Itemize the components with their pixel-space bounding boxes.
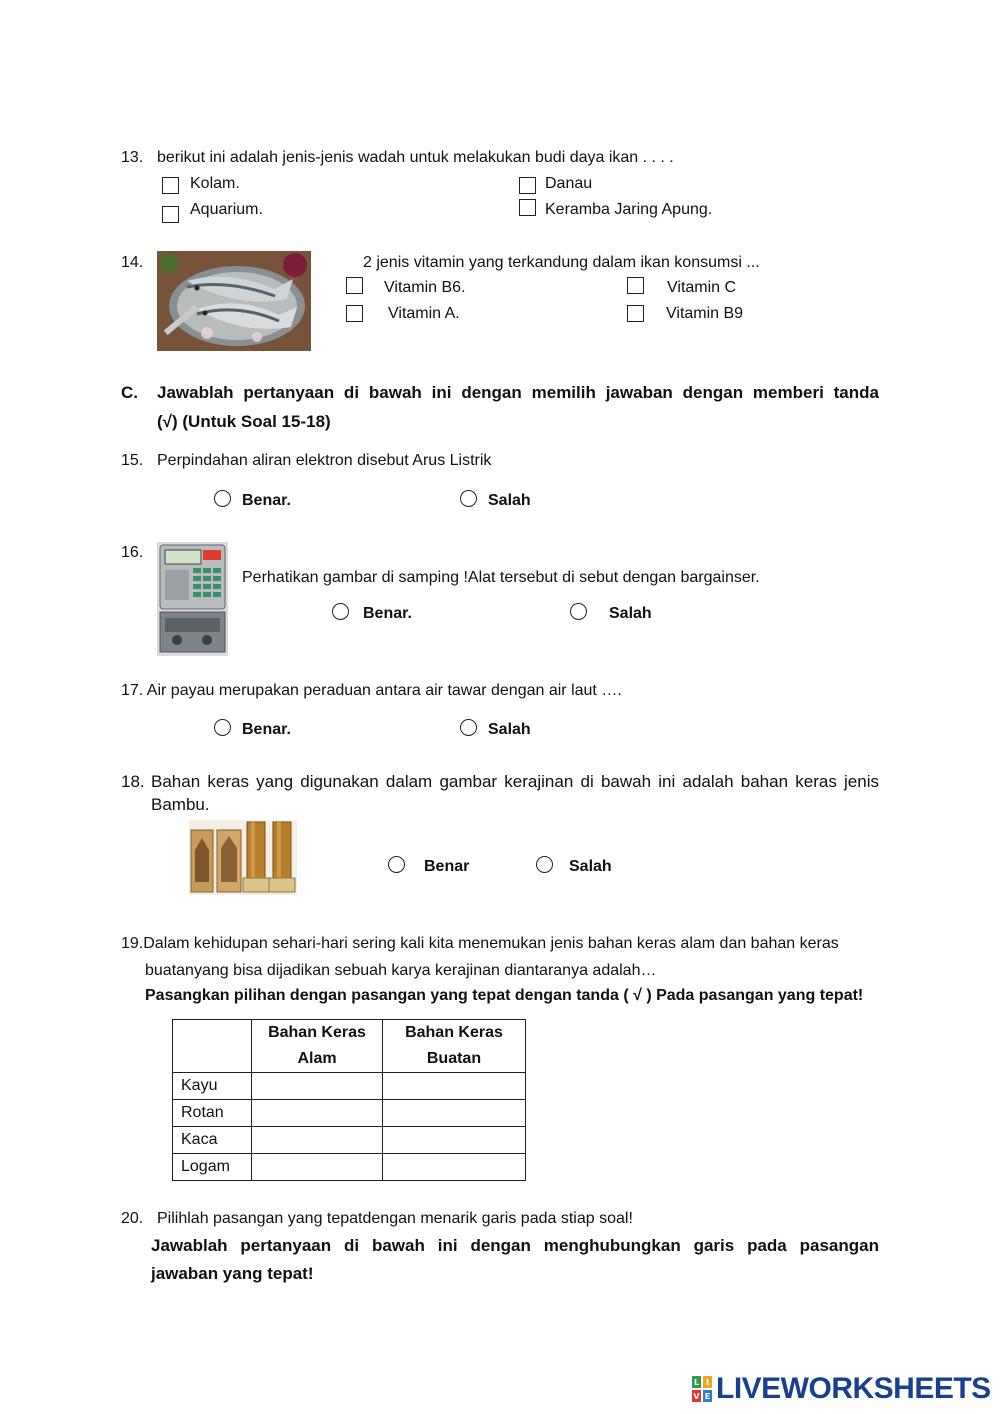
q15-radio-false[interactable] xyxy=(460,490,477,507)
q19-question-line1: 19.Dalam kehidupan sehari-hari sering kali kita menemukan jenis bahan keras alam dan bahan keras xyxy=(121,935,839,952)
q13-checkbox-2[interactable] xyxy=(519,177,536,194)
q20-instruction-line1: Jawablah pertanyaan di bawah ini dengan menghubungkan garis pada pasangan xyxy=(151,1236,879,1255)
header-alam-line2: Alam xyxy=(297,1050,337,1067)
logam-buatan-cell[interactable] xyxy=(383,1154,526,1181)
q14-option-4: Vitamin B9 xyxy=(666,305,744,322)
logo-letter-v: V xyxy=(693,1392,700,1401)
table-row xyxy=(173,1127,526,1154)
row-label-kaca: Kaca xyxy=(173,1127,252,1154)
q13-question: berikut ini adalah jenis-jenis wadah untuk melakukan budi daya ikan . . . . xyxy=(157,149,674,166)
q17-question: 17. Air payau merupakan peraduan antara air tawar dengan air laut …. xyxy=(121,682,622,699)
logam-alam-cell[interactable] xyxy=(252,1154,383,1181)
table-corner-cell xyxy=(173,1020,252,1073)
row-label-rotan: Rotan xyxy=(173,1100,252,1127)
table-row xyxy=(173,1073,526,1100)
q13-option-4: Keramba Jaring Apung. xyxy=(545,201,713,218)
q14-option-3: Vitamin A. xyxy=(388,305,460,322)
q19-instruction: Pasangkan pilihan dengan pasangan yang tepat dengan tanda ( √ ) Pada pasangan yang tepat! xyxy=(145,987,864,1004)
kayu-alam-cell[interactable] xyxy=(252,1073,383,1100)
fish-image xyxy=(157,251,311,351)
logo-letter-i: I xyxy=(706,1378,709,1387)
section-c-instruction-line2: (√) (Untuk Soal 15-18) xyxy=(157,412,331,431)
q14-checkbox-1[interactable] xyxy=(346,277,363,294)
q13-checkbox-4[interactable] xyxy=(519,199,536,216)
header-bahan-keras-buatan xyxy=(383,1020,526,1073)
q14-question: 2 jenis vitamin yang terkandung dalam ikan konsumsi ... xyxy=(363,254,760,271)
q18-false-label: Salah xyxy=(569,858,612,875)
q16-question: Perhatikan gambar di samping !Alat tersebut di sebut dengan bargainser. xyxy=(242,569,760,586)
q17-radio-true[interactable] xyxy=(214,719,231,736)
table-row xyxy=(173,1154,526,1181)
q20-number: 20. xyxy=(121,1210,144,1227)
q17-true-label: Benar. xyxy=(242,721,291,738)
row-label-kayu: Kayu xyxy=(173,1073,252,1100)
q16-number: 16. xyxy=(121,544,144,561)
q13-checkbox-3[interactable] xyxy=(162,206,179,223)
q15-true-label: Benar. xyxy=(242,492,291,509)
q18-radio-true[interactable] xyxy=(388,856,405,873)
rotan-buatan-cell[interactable] xyxy=(383,1100,526,1127)
section-c-instruction-line1: Jawablah pertanyaan di bawah ini dengan memilih jawaban dengan memberi tanda xyxy=(157,383,879,402)
q18-true-label: Benar xyxy=(424,858,470,875)
kayu-buatan-cell[interactable] xyxy=(383,1073,526,1100)
header-bahan-keras-alam xyxy=(252,1020,383,1073)
rotan-alam-cell[interactable] xyxy=(252,1100,383,1127)
brand-name[interactable]: LIVEWORKSHEETS xyxy=(716,1372,991,1405)
q15-number: 15. xyxy=(121,452,144,469)
q14-option-1: Vitamin B6. xyxy=(384,279,466,296)
q13-option-1: Kolam. xyxy=(190,175,240,192)
q18-question-line1: Bahan keras yang digunakan dalam gambar kerajinan di bawah ini adalah bahan keras jenis xyxy=(151,772,879,791)
q17-false-label: Salah xyxy=(488,721,531,738)
q15-radio-true[interactable] xyxy=(214,490,231,507)
q17-radio-false[interactable] xyxy=(460,719,477,736)
q13-checkbox-1[interactable] xyxy=(162,177,179,194)
q14-checkbox-2[interactable] xyxy=(627,277,644,294)
q15-question: Perpindahan aliran elektron disebut Arus Listrik xyxy=(157,452,492,469)
logo-letter-e: E xyxy=(704,1392,711,1401)
q14-checkbox-3[interactable] xyxy=(346,305,363,322)
q16-false-label: Salah xyxy=(609,605,652,622)
liveworksheets-logo-icon xyxy=(692,1376,712,1402)
q19-question-line2: buatanyang bisa dijadikan sebuah karya kerajinan diantaranya adalah… xyxy=(145,962,657,979)
q16-true-label: Benar. xyxy=(363,605,412,622)
bamboo-craft-image xyxy=(189,820,297,895)
kaca-alam-cell[interactable] xyxy=(252,1127,383,1154)
logo-letter-l: L xyxy=(693,1378,700,1387)
electric-meter-image xyxy=(157,542,228,656)
row-label-logam: Logam xyxy=(173,1154,252,1181)
q13-option-2: Danau xyxy=(545,175,593,192)
kaca-buatan-cell[interactable] xyxy=(383,1127,526,1154)
q15-false-label: Salah xyxy=(488,492,531,509)
q20-instruction-line2: jawaban yang tepat! xyxy=(151,1264,314,1283)
q16-radio-true[interactable] xyxy=(332,603,349,620)
q20-question: Pilihlah pasangan yang tepatdengan menarik garis pada stiap soal! xyxy=(157,1210,633,1227)
section-c-letter: C. xyxy=(121,383,138,402)
header-alam-line1: Bahan Keras xyxy=(268,1024,366,1041)
q18-number: 18. xyxy=(121,772,145,791)
q14-number: 14. xyxy=(121,254,144,271)
pairing-table xyxy=(172,1019,526,1181)
header-buatan-line2: Buatan xyxy=(426,1050,482,1067)
q18-radio-false[interactable] xyxy=(536,856,553,873)
q13-number: 13. xyxy=(121,149,144,166)
q14-option-2: Vitamin C xyxy=(667,279,737,296)
q13-option-3: Aquarium. xyxy=(190,201,263,218)
header-buatan-line1: Bahan Keras xyxy=(405,1024,503,1041)
table-header-row xyxy=(173,1020,526,1073)
q16-radio-false[interactable] xyxy=(570,603,587,620)
q18-question-line2: Bambu. xyxy=(151,795,210,814)
table-row xyxy=(173,1100,526,1127)
q14-checkbox-4[interactable] xyxy=(627,305,644,322)
